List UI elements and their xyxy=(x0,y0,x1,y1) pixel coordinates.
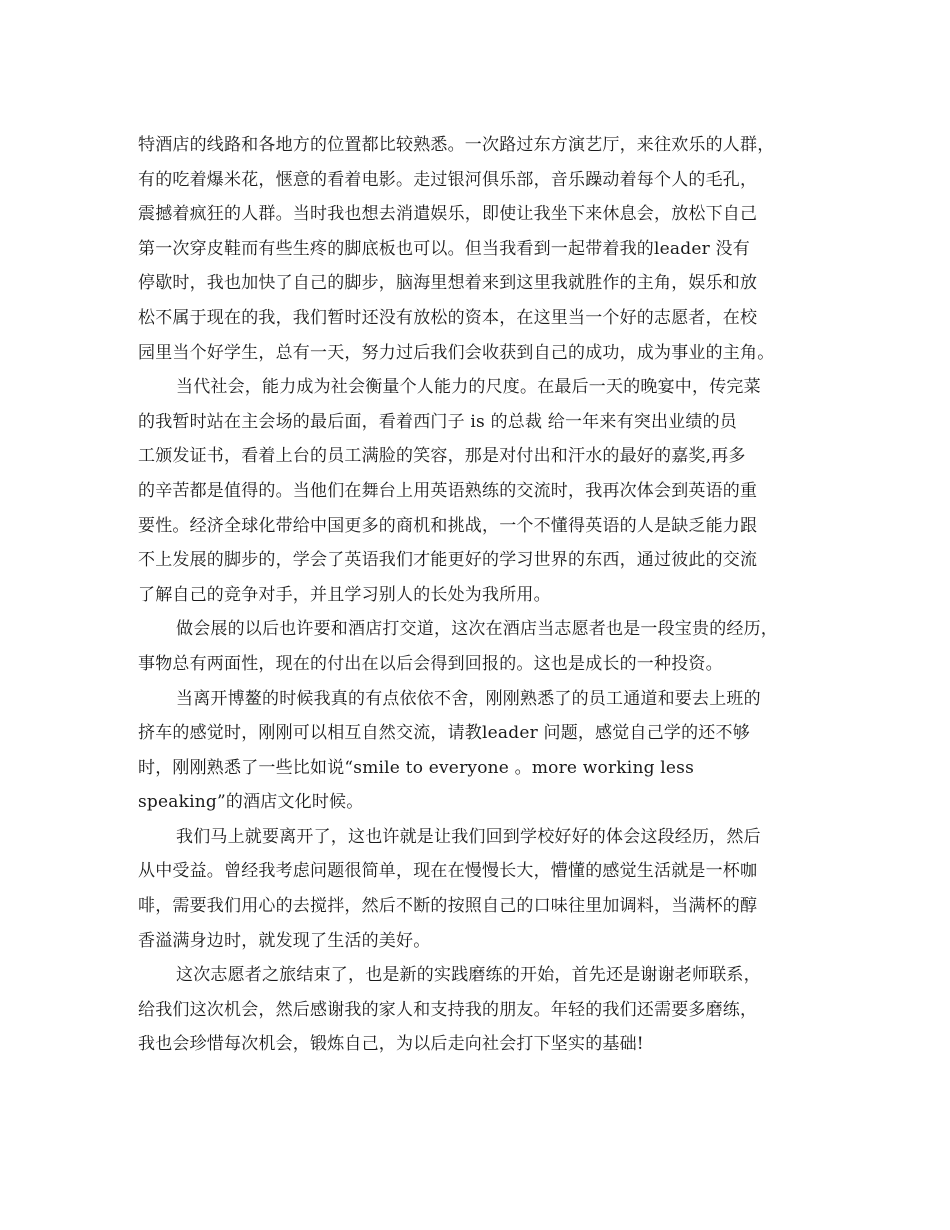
paragraph-english-importance xyxy=(138,370,828,612)
text-line: 第一次穿皮鞋而有些生疼的脚底板也可以。但当我看到一起带着我的leader 没有 xyxy=(138,238,750,259)
text-line: 香溢满身边时，就发现了生活的美好。 xyxy=(138,930,431,951)
paragraph-hotel-familiarity xyxy=(138,128,828,370)
text-line: speaking”的酒店文化时候。 xyxy=(138,792,364,813)
text-line: 要性。经济全球化带给中国更多的商机和挑战，一个不懂得英语的人是缺乏能力跟 xyxy=(138,515,758,536)
text-line: 当代社会，能力成为社会衡量个人能力的尺度。在最后一天的晚宴中，传完菜 xyxy=(176,377,761,398)
text-line: 时，刚刚熟悉了一些比如说“smile to everyone 。more working less xyxy=(138,757,695,778)
text-line: 事物总有两面性，现在的付出在以后会得到回报的。这也是成长的一种投资。 xyxy=(138,653,723,674)
text-line: 了解自己的竞争对手，并且学习别人的长处为我所用。 xyxy=(138,584,551,605)
text-line: 做会展的以后也许要和酒店打交道，这次在酒店当志愿者也是一段宝贵的经历， xyxy=(176,619,778,640)
text-line: 我们马上就要离开了，这也许就是让我们回到学校好好的体会这段经历，然后 xyxy=(176,826,761,847)
text-line: 给我们这次机会，然后感谢我的家人和支持我的朋友。年轻的我们还需要多磨练， xyxy=(138,999,758,1020)
text-line: 啡，需要我们用心的去搅拌，然后不断的按照自己的口味往里加调料，当满杯的醇 xyxy=(138,896,758,917)
paragraph-life-reflection xyxy=(138,820,828,958)
text-line: 松不属于现在的我，我们暂时还没有放松的资本，在这里当一个好的志愿者，在校 xyxy=(138,307,758,328)
text-line: 当离开博鳌的时候我真的有点依依不舍，刚刚熟悉了的员工通道和要去上班的 xyxy=(176,688,761,709)
text-line: 的我暂时站在主会场的最后面，看着西门子 is 的总裁 给一年来有突出业绩的员 xyxy=(138,411,737,432)
text-line: 这次志愿者之旅结束了，也是新的实践磨练的开始，首先还是谢谢老师联系， xyxy=(176,965,761,986)
text-line: 我也会珍惜每次机会，锻炼自己，为以后走向社会打下坚实的基础! xyxy=(138,1034,644,1055)
text-line: 的辛苦都是值得的。当他们在舞台上用英语熟练的交流时，我再次体会到英语的重 xyxy=(138,480,758,501)
paragraph-exhibition-experience xyxy=(138,612,828,681)
paragraph-conclusion xyxy=(138,958,828,1062)
text-line: 从中受益。曾经我考虑问题很简单，现在在慢慢长大，懵懂的感觉生活就是一杯咖 xyxy=(138,861,758,882)
text-line: 有的吃着爆米花，惬意的看着电影。走过银河俱乐部，音乐躁动着每个人的毛孔， xyxy=(138,169,758,190)
text-line: 特酒店的线路和各地方的位置都比较熟悉。一次路过东方演艺厅，来往欢乐的人群， xyxy=(138,135,775,155)
text-line: 不上发展的脚步的，学会了英语我们才能更好的学习世界的东西，通过彼此的交流 xyxy=(138,550,758,571)
paragraph-leaving-boao xyxy=(138,682,828,820)
text-line: 园里当个好学生，总有一天，努力过后我们会收获到自己的成功，成为事业的主角。 xyxy=(138,342,775,363)
text-line: 工颁发证书，看着上台的员工满脸的笑容，那是对付出和汗水的最好的嘉奖,再多 xyxy=(138,446,746,467)
document-body xyxy=(138,128,828,1062)
text-line: 挤车的感觉时，刚刚可以相互自然交流，请教leader 问题，感觉自己学的还不够 xyxy=(138,723,750,744)
text-line: 震撼着疯狂的人群。当时我也想去消遣娱乐，即使让我坐下来休息会，放松下自己 xyxy=(138,204,758,225)
text-line: 停歇时，我也加快了自己的脚步，脑海里想着来到这里我就胜作的主角，娱乐和放 xyxy=(138,273,758,294)
